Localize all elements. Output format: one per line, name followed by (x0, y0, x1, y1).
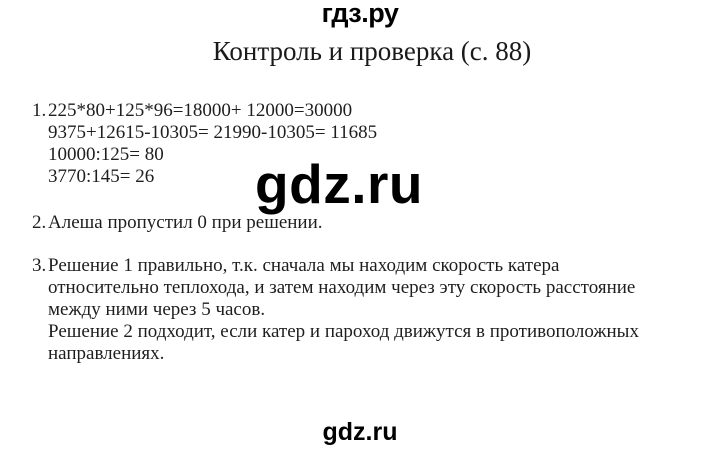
item-body (48, 212, 323, 234)
text-line: направлениях. (48, 343, 165, 364)
site-logo: гдз.ру (321, 0, 399, 28)
answer-item-3 (0, 255, 720, 365)
gdz-watermark-bottom: gdz.ru (322, 418, 398, 446)
answer-item-1 (0, 100, 720, 188)
text-line: 10000:125= 80 (48, 144, 164, 165)
text-line: Решение 1 правильно, т.к. сначала мы находим скорость катера (48, 255, 560, 276)
text-line: 9375+12615-10305= 21990-10305= 11685 (48, 122, 378, 143)
text-line: 225*80+125*96=18000+ 12000=30000 (48, 100, 353, 121)
text-line: Алеша пропустил 0 при решении. (48, 212, 323, 233)
item-number: 2. (32, 212, 47, 233)
text-line: 3770:145= 26 (48, 166, 155, 187)
answers-list (0, 100, 720, 365)
item-body (48, 255, 639, 365)
gdz-watermark-center: gdz.ru (255, 153, 423, 215)
answer-item-2 (0, 212, 720, 234)
page-title: Контроль и проверка (с. 88) (212, 36, 532, 66)
text-line: Решение 2 подходит, если катер и пароход движутся в противоположных (48, 321, 639, 342)
item-body (48, 100, 377, 188)
item-number: 1. (32, 100, 47, 121)
text-line: между ними через 5 часов. (48, 299, 266, 320)
item-number: 3. (32, 255, 47, 276)
text-line: относительно теплохода, и затем находим через эту скорость расстояние (48, 277, 636, 298)
